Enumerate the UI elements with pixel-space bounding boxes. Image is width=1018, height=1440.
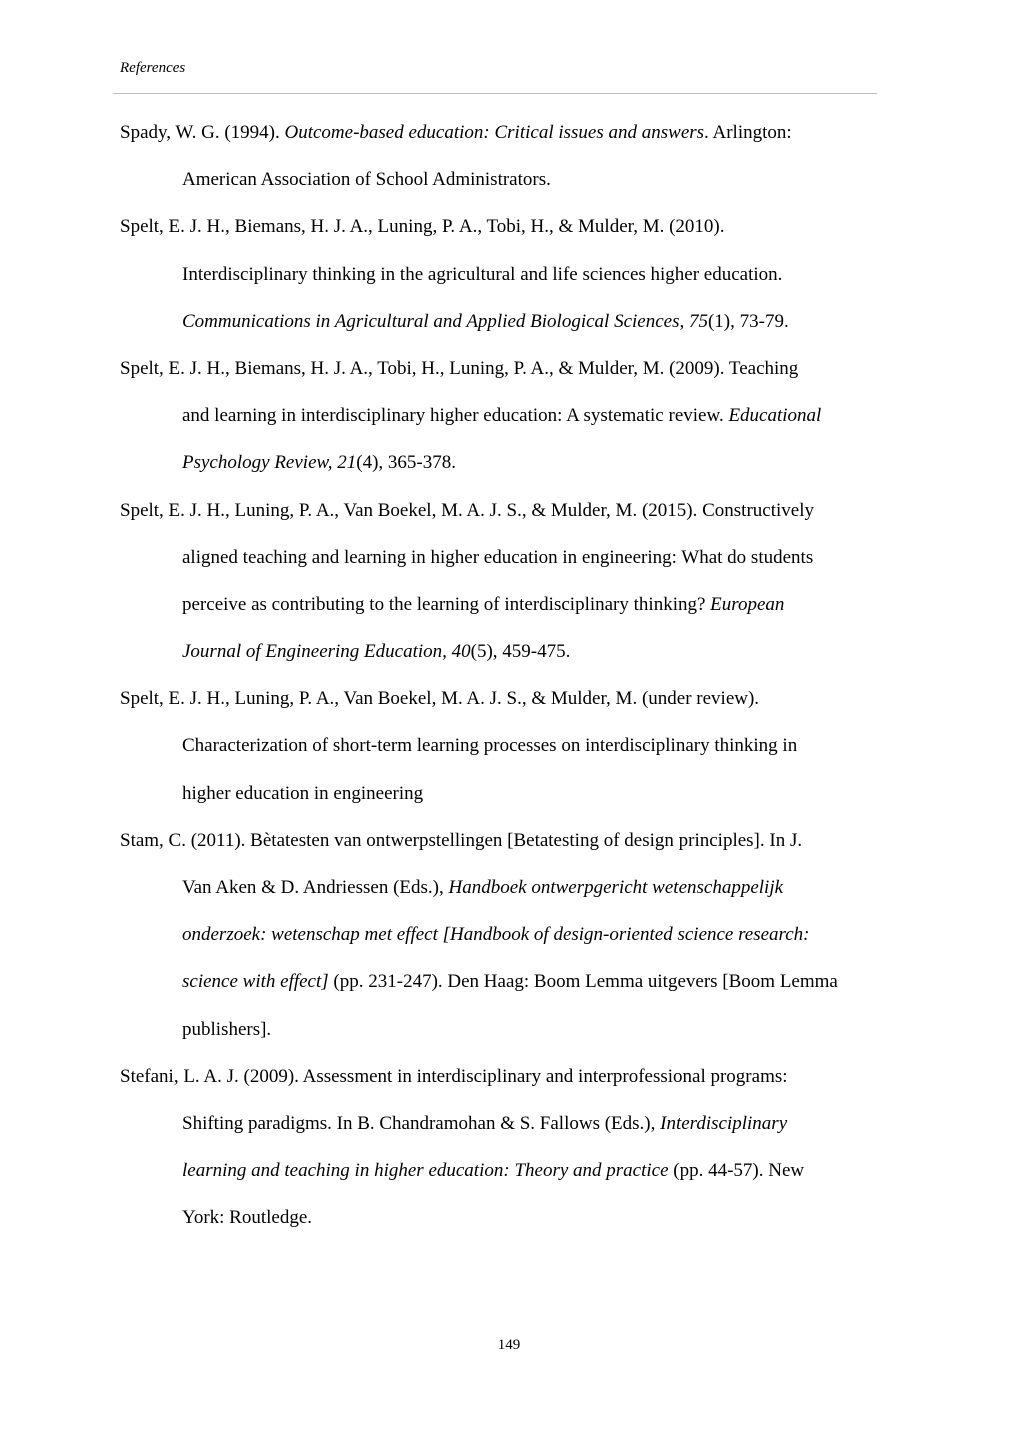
reference-text: Spady, W. G. (1994).	[120, 122, 285, 143]
reference-text: Stefani, L. A. J. (2009). Assessment in interdisciplinary and interprofessional programs:	[120, 1065, 788, 1087]
reference-line	[120, 439, 910, 486]
reference-line	[120, 251, 910, 298]
reference-line	[120, 581, 910, 628]
reference-line	[120, 817, 910, 864]
reference-text: aligned teaching and learning in higher education in engineering: What do students	[182, 546, 814, 568]
reference-text: (4), 365-378.	[356, 452, 457, 474]
reference-line	[120, 298, 910, 345]
reference-text: perceive as contributing to the learning of interdisciplinary thinking?	[182, 593, 711, 615]
reference-text: (pp. 231-247). Den Haag: Boom Lemma uitgevers [Boom Lemma	[328, 971, 838, 993]
reference-line	[120, 770, 910, 817]
reference-italic-text: Handboek ontwerpgericht wetenschappelijk	[448, 877, 784, 898]
reference-text: Spelt, E. J. H., Luning, P. A., Van Boekel, M. A. J. S., & Mulder, M. (under review).	[120, 688, 760, 710]
reference-italic-text: Communications in Agricultural and Applied Biological Sciences, 75	[182, 310, 708, 332]
reference-text: (pp. 44-57). New	[668, 1160, 805, 1182]
reference-text: Characterization of short-term learning processes on interdisciplinary thinking in	[182, 735, 798, 757]
reference-line	[120, 958, 910, 1005]
reference-entry	[120, 109, 910, 203]
reference-line	[120, 109, 910, 156]
reference-text: Spelt, E. J. H., Luning, P. A., Van Boekel, M. A. J. S., & Mulder, M. (2015). Constructively	[120, 499, 814, 521]
reference-italic-text: onderzoek: wetenschap met effect [Handbook of design-oriented science research:	[182, 924, 810, 946]
reference-line	[120, 864, 910, 911]
reference-text: Shifting paradigms. In B. Chandramohan & S. Fallows (Eds.),	[182, 1112, 661, 1134]
reference-line	[120, 628, 910, 675]
reference-line	[120, 911, 910, 958]
reference-text: Stam, C. (2011). Bètatesten van ontwerpstellingen [Betatesting of design principles]. In J.	[120, 829, 803, 851]
reference-text: (1), 73-79.	[707, 310, 789, 332]
reference-text: . Arlington:	[704, 122, 792, 143]
reference-italic-text: Outcome-based education: Critical issues and answers	[284, 122, 705, 143]
reference-entry	[120, 817, 910, 1053]
reference-text: publishers].	[182, 1018, 272, 1040]
reference-line	[120, 392, 910, 439]
reference-text: Spelt, E. J. H., Biemans, H. J. A., Tobi, H., Luning, P. A., & Mulder, M. (2009). Teaching	[120, 357, 799, 379]
reference-text: York: Routledge.	[182, 1207, 313, 1229]
reference-line	[120, 1053, 910, 1100]
reference-entry	[120, 487, 910, 676]
reference-line	[120, 1194, 910, 1241]
reference-italic-text: European	[710, 593, 785, 615]
reference-line	[120, 203, 910, 250]
reference-line	[120, 1006, 910, 1053]
reference-line	[120, 1147, 910, 1194]
reference-line	[120, 675, 910, 722]
reference-entry	[120, 345, 910, 487]
reference-entry	[120, 203, 910, 345]
reference-list	[120, 109, 910, 1242]
reference-text: Van Aken & D. Andriessen (Eds.),	[182, 877, 449, 898]
running-header: References	[120, 60, 186, 76]
reference-text: American Association of School Administrators.	[182, 169, 551, 191]
reference-line	[120, 156, 910, 203]
reference-line	[120, 722, 910, 769]
reference-italic-text: learning and teaching in higher education: Theory and practice	[182, 1160, 669, 1182]
reference-line	[120, 534, 910, 581]
reference-italic-text: Journal of Engineering Education, 40	[182, 641, 471, 663]
reference-text: (5), 459-475.	[470, 641, 571, 663]
reference-text: Interdisciplinary thinking in the agricultural and life sciences higher education.	[182, 263, 783, 285]
page-number: 149	[497, 1337, 521, 1353]
reference-line	[120, 1100, 910, 1147]
reference-italic-text: science with effect]	[182, 971, 329, 993]
reference-entry	[120, 1053, 910, 1242]
reference-line	[120, 487, 910, 534]
reference-italic-text: Educational	[728, 405, 822, 427]
reference-italic-text: Interdisciplinary	[660, 1112, 788, 1134]
reference-entry	[120, 675, 910, 817]
reference-text: and learning in interdisciplinary higher education: A systematic review.	[182, 405, 729, 427]
reference-text: higher education in engineering	[182, 782, 424, 804]
reference-italic-text: Psychology Review, 21	[182, 452, 357, 474]
header-rule	[113, 93, 877, 94]
reference-line	[120, 345, 910, 392]
reference-text: Spelt, E. J. H., Biemans, H. J. A., Luning, P. A., Tobi, H., & Mulder, M. (2010).	[120, 216, 725, 238]
